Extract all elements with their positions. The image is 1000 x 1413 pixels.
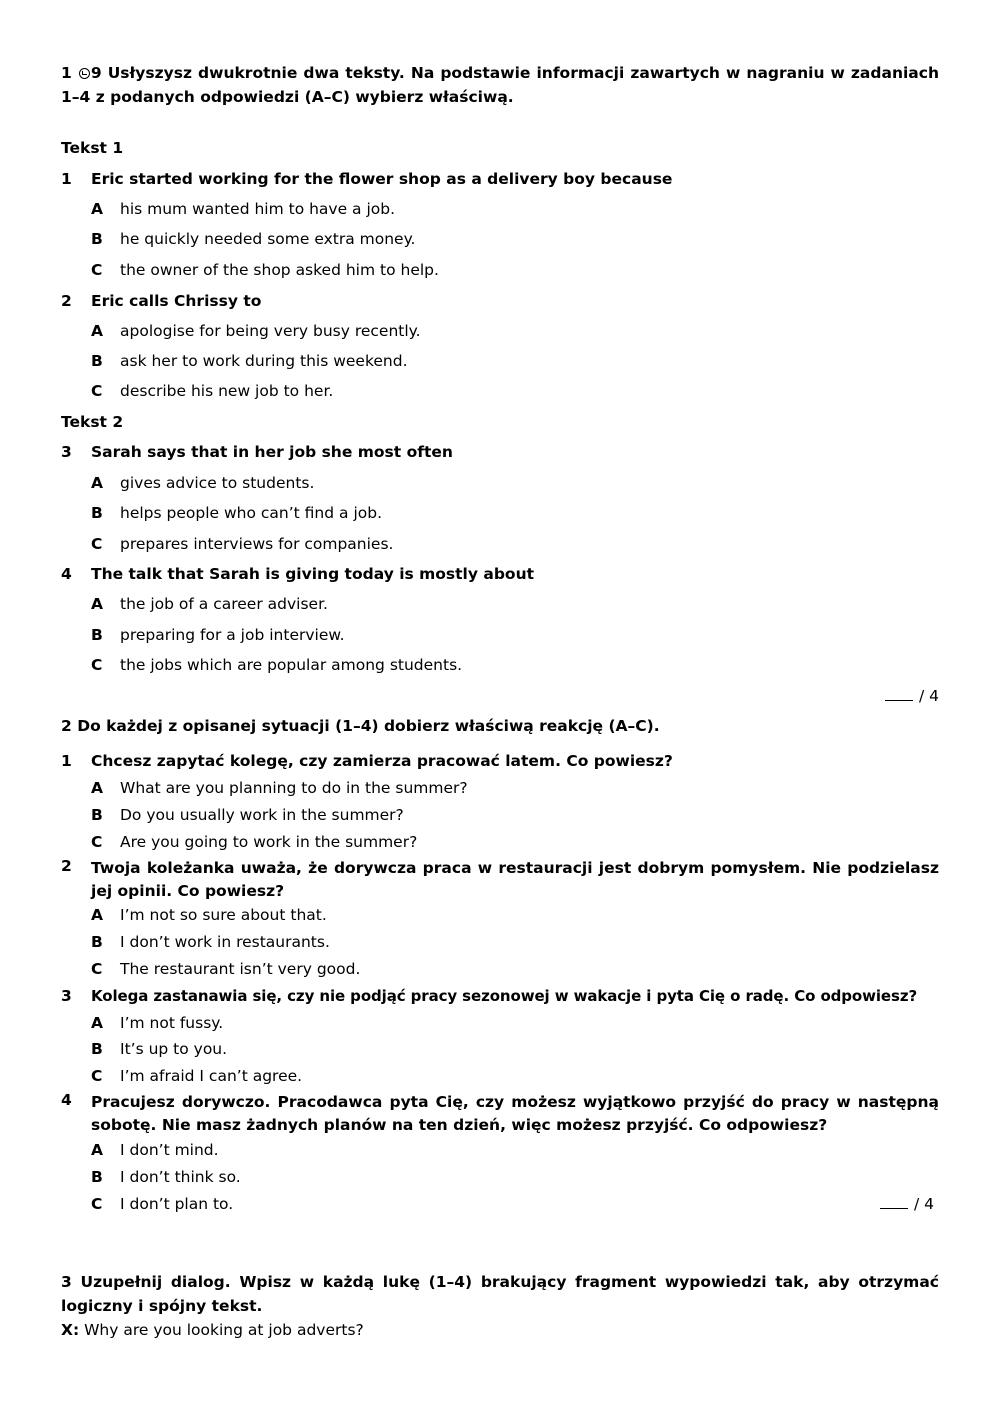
option-letter[interactable]: B	[91, 230, 103, 248]
question-text: Eric calls Chrissy to	[91, 292, 262, 310]
option-text[interactable]: The restaurant isn’t very good.	[120, 960, 361, 978]
option-text[interactable]: describe his new job to her.	[120, 382, 334, 400]
question-number: 4	[61, 1091, 72, 1109]
score-field[interactable]	[885, 687, 939, 705]
question-text: Twoja koleżanka uważa, że dorywcza praca w restauracji jest dobrym pomysłem. Nie podzielasz jej opinii. Co powiesz?	[91, 859, 939, 900]
score-blank[interactable]	[885, 688, 913, 701]
score-field[interactable]	[880, 1195, 934, 1213]
option-text[interactable]: I don’t mind.	[120, 1141, 219, 1159]
option-text[interactable]: I don’t plan to.	[120, 1195, 234, 1213]
option-text[interactable]: ask her to work during this weekend.	[120, 352, 408, 370]
option-text[interactable]: preparing for a job interview.	[120, 626, 345, 644]
option-text[interactable]: gives advice to students.	[120, 474, 315, 492]
option-letter[interactable]: C	[91, 960, 103, 978]
question-number: 2	[61, 292, 72, 310]
option-letter[interactable]: A	[91, 474, 103, 492]
option-letter[interactable]: B	[91, 1168, 103, 1186]
option-text[interactable]: I’m afraid I can’t agree.	[120, 1067, 303, 1085]
option-text[interactable]: the owner of the shop asked him to help.	[120, 261, 439, 279]
question-text: Chcesz zapytać kolegę, czy zamierza pracować latem. Co powiesz?	[91, 752, 673, 770]
exercise-3-instruction	[61, 1270, 939, 1318]
option-text[interactable]: his mum wanted him to have a job.	[120, 200, 396, 218]
audio-track-icon	[79, 68, 90, 79]
option-letter[interactable]: B	[91, 504, 103, 522]
option-letter[interactable]: A	[91, 200, 103, 218]
option-text[interactable]: Are you going to work in the summer?	[120, 833, 418, 851]
option-text[interactable]: Do you usually work in the summer?	[120, 806, 404, 824]
exercise-2-instruction	[61, 717, 660, 735]
option-letter[interactable]: C	[91, 1195, 103, 1213]
option-letter[interactable]: A	[91, 322, 103, 340]
option-text[interactable]: What are you planning to do in the summer?	[120, 779, 468, 797]
question-number: 1	[61, 752, 72, 770]
question-number: 3	[61, 443, 72, 461]
instruction-text: Uzupełnij dialog. Wpisz w każdą lukę (1–4) brakujący fragment wypowiedzi tak, aby otrzymać logiczny i spójny tekst.	[61, 1273, 939, 1315]
option-letter[interactable]: C	[91, 656, 103, 674]
option-text[interactable]: he quickly needed some extra money.	[120, 230, 416, 248]
option-text[interactable]: prepares interviews for companies.	[120, 535, 394, 553]
question-text: The talk that Sarah is giving today is mostly about	[91, 565, 535, 583]
option-letter[interactable]: B	[91, 933, 103, 951]
option-letter[interactable]: A	[91, 595, 103, 613]
text-1-heading: Tekst 1	[61, 139, 124, 157]
option-text[interactable]: I don’t work in restaurants.	[120, 933, 330, 951]
option-text[interactable]: I’m not so sure about that.	[120, 906, 327, 924]
exercise-1-instruction	[61, 61, 939, 109]
option-text[interactable]: the job of a career adviser.	[120, 595, 328, 613]
question-number: 3	[61, 987, 72, 1005]
exercise-number: 1	[61, 64, 72, 82]
dialog-line	[61, 1321, 364, 1339]
question-number: 1	[61, 170, 72, 188]
option-letter[interactable]: C	[91, 382, 103, 400]
instruction-text: Do każdej z opisanej sytuacji (1–4) dobierz właściwą reakcję (A–C).	[77, 717, 660, 735]
instruction-text: Usłyszysz dwukrotnie dwa teksty. Na podstawie informacji zawartych w nagraniu w zadaniach 1–4 z podanych odpowiedzi (A–C) wybierz właściwą.	[61, 64, 939, 106]
text-2-heading: Tekst 2	[61, 413, 124, 431]
question-text: Kolega zastanawia się, czy nie podjąć pracy sezonowej w wakacje i pyta Cię o radę. Co odpowiesz?	[91, 987, 918, 1005]
option-text[interactable]: I’m not fussy.	[120, 1014, 224, 1032]
option-text[interactable]: It’s up to you.	[120, 1040, 228, 1058]
question-text: Eric started working for the flower shop as a delivery boy because	[91, 170, 673, 188]
option-text[interactable]: the jobs which are popular among students.	[120, 656, 463, 674]
exercise-number: 3	[61, 1273, 72, 1291]
option-letter[interactable]: A	[91, 779, 103, 797]
option-letter[interactable]: B	[91, 352, 103, 370]
question-text: Pracujesz dorywczo. Pracodawca pyta Cię, czy możesz wyjątkowo przyjść do pracy w następną sobotę. Nie masz żadnych planów na ten dzień, więc możesz przyjść. Co odpowiesz?	[91, 1093, 939, 1134]
option-letter[interactable]: B	[91, 626, 103, 644]
question-text: Sarah says that in her job she most often	[91, 443, 453, 461]
option-text[interactable]: I don’t think so.	[120, 1168, 241, 1186]
score-blank[interactable]	[880, 1196, 908, 1209]
score-total: / 4	[918, 687, 939, 705]
exercise-number: 2	[61, 717, 72, 735]
option-letter[interactable]: A	[91, 906, 103, 924]
option-letter[interactable]: A	[91, 1141, 103, 1159]
option-letter[interactable]: A	[91, 1014, 103, 1032]
option-text[interactable]: helps people who can’t find a job.	[120, 504, 382, 522]
option-text[interactable]: apologise for being very busy recently.	[120, 322, 421, 340]
audio-track-number: 9	[90, 64, 102, 82]
option-letter[interactable]: C	[91, 833, 103, 851]
question-number: 4	[61, 565, 72, 583]
question-number: 2	[61, 857, 72, 875]
option-letter[interactable]: B	[91, 1040, 103, 1058]
dialog-text: Why are you looking at job adverts?	[84, 1321, 364, 1339]
score-total: / 4	[913, 1195, 934, 1213]
option-letter[interactable]: B	[91, 806, 103, 824]
option-letter[interactable]: C	[91, 261, 103, 279]
dialog-speaker: X:	[61, 1321, 80, 1339]
option-letter[interactable]: C	[91, 1067, 103, 1085]
option-letter[interactable]: C	[91, 535, 103, 553]
